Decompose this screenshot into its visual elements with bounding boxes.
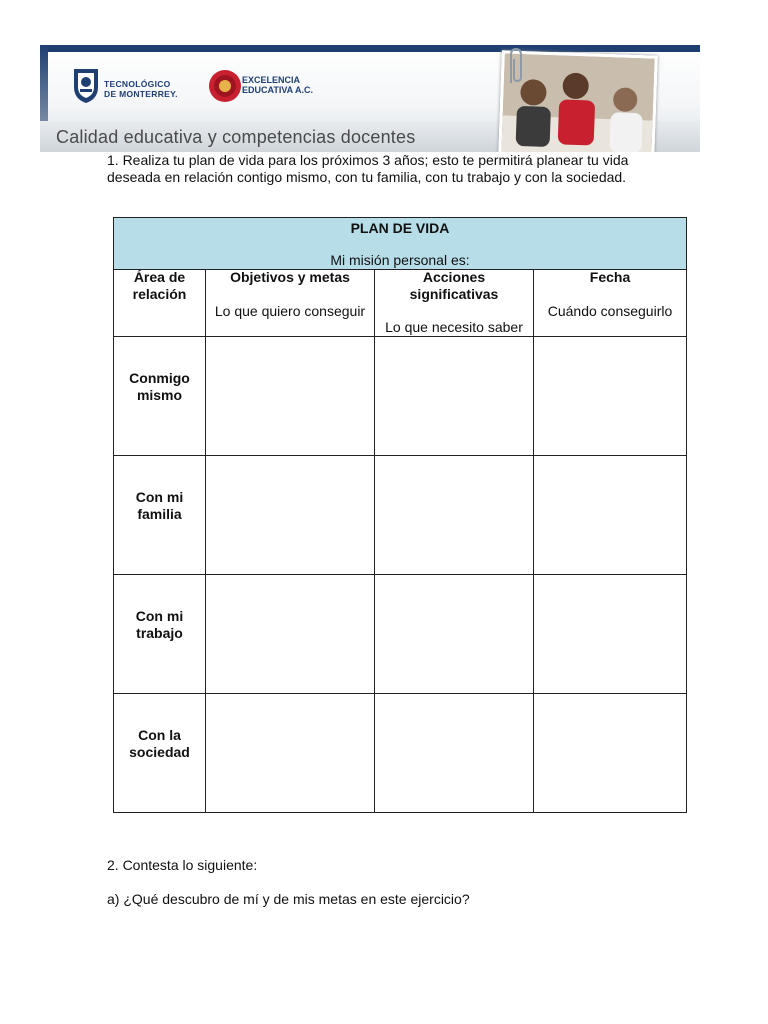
column-header-area-line1: Área de <box>133 269 186 285</box>
column-header-objetivos-title: Objetivos y metas <box>230 269 350 285</box>
column-header-acciones-note: Lo que necesito saber <box>385 319 523 335</box>
cell-acciones[interactable] <box>375 575 534 694</box>
excelencia-seal-icon <box>208 69 242 103</box>
plan-de-vida-table <box>113 217 687 813</box>
cell-fecha[interactable] <box>534 337 687 456</box>
excelencia-logo-text: EXCELENCIA EDUCATIVA A.C. <box>242 75 313 95</box>
cell-acciones[interactable] <box>375 694 534 813</box>
cell-objetivos[interactable] <box>206 456 375 575</box>
header-banner <box>40 45 700 152</box>
row-label-line1: Con mi <box>135 489 184 505</box>
column-header-acciones-line1: Acciones <box>422 269 486 285</box>
row-label-line2: sociedad <box>129 744 190 760</box>
mission-prompt: Mi misión personal es: <box>330 252 470 268</box>
column-header-fecha-title: Fecha <box>589 269 631 285</box>
question-a: a) ¿Qué descubro de mí y de mis metas en este ejercicio? <box>107 891 470 907</box>
table-row <box>114 575 687 694</box>
instruction-1-line-2: deseada en relación contigo mismo, con tu familia, con tu trabajo y con la sociedad. <box>107 169 627 185</box>
cell-acciones[interactable] <box>375 337 534 456</box>
row-label-line2: familia <box>137 506 182 522</box>
table-title-cell <box>114 218 687 270</box>
row-label-line2: mismo <box>136 387 183 403</box>
row-label-line1: Con la <box>138 727 181 743</box>
table-title: PLAN DE VIDA <box>350 220 450 236</box>
row-label-sociedad <box>114 694 206 813</box>
table-row <box>114 694 687 813</box>
column-header-fecha-note: Cuándo conseguirlo <box>547 303 673 319</box>
cell-acciones[interactable] <box>375 456 534 575</box>
cell-fecha[interactable] <box>534 575 687 694</box>
row-label-line1: Con mi <box>135 608 184 624</box>
table-title-row <box>114 218 687 270</box>
cell-fecha[interactable] <box>534 456 687 575</box>
cell-objetivos[interactable] <box>206 575 375 694</box>
row-label-line2: trabajo <box>136 625 183 641</box>
banner-top-bar <box>40 45 700 52</box>
table-row <box>114 456 687 575</box>
cell-fecha[interactable] <box>534 694 687 813</box>
tecnologico-logo-text: TECNOLÓGICO DE MONTERREY. <box>104 79 178 99</box>
row-label-trabajo <box>114 575 206 694</box>
column-header-objetivos <box>206 270 375 337</box>
column-header-area <box>114 270 206 337</box>
column-header-acciones <box>375 270 534 337</box>
section-2-heading: 2. Contesta lo siguiente: <box>107 857 258 873</box>
column-header-acciones-line2: significativas <box>409 286 499 302</box>
row-label-familia <box>114 456 206 575</box>
row-label-line1: Conmigo <box>129 370 190 386</box>
column-header-objetivos-note: Lo que quiero conseguir <box>214 303 366 319</box>
banner-title: Calidad educativa y competencias docentes <box>56 127 416 147</box>
row-label-conmigo <box>114 337 206 456</box>
paperclip-icon <box>506 47 524 87</box>
table-row <box>114 337 687 456</box>
column-header-area-line2: relación <box>132 286 187 302</box>
instruction-1-line-1: 1. Realiza tu plan de vida para los próximos 3 años; esto te permitirá planear tu vida <box>107 152 629 168</box>
tecnologico-logo-icon <box>70 63 102 105</box>
cell-objetivos[interactable] <box>206 694 375 813</box>
column-header-row <box>114 270 687 337</box>
column-header-fecha <box>534 270 687 337</box>
cell-objetivos[interactable] <box>206 337 375 456</box>
